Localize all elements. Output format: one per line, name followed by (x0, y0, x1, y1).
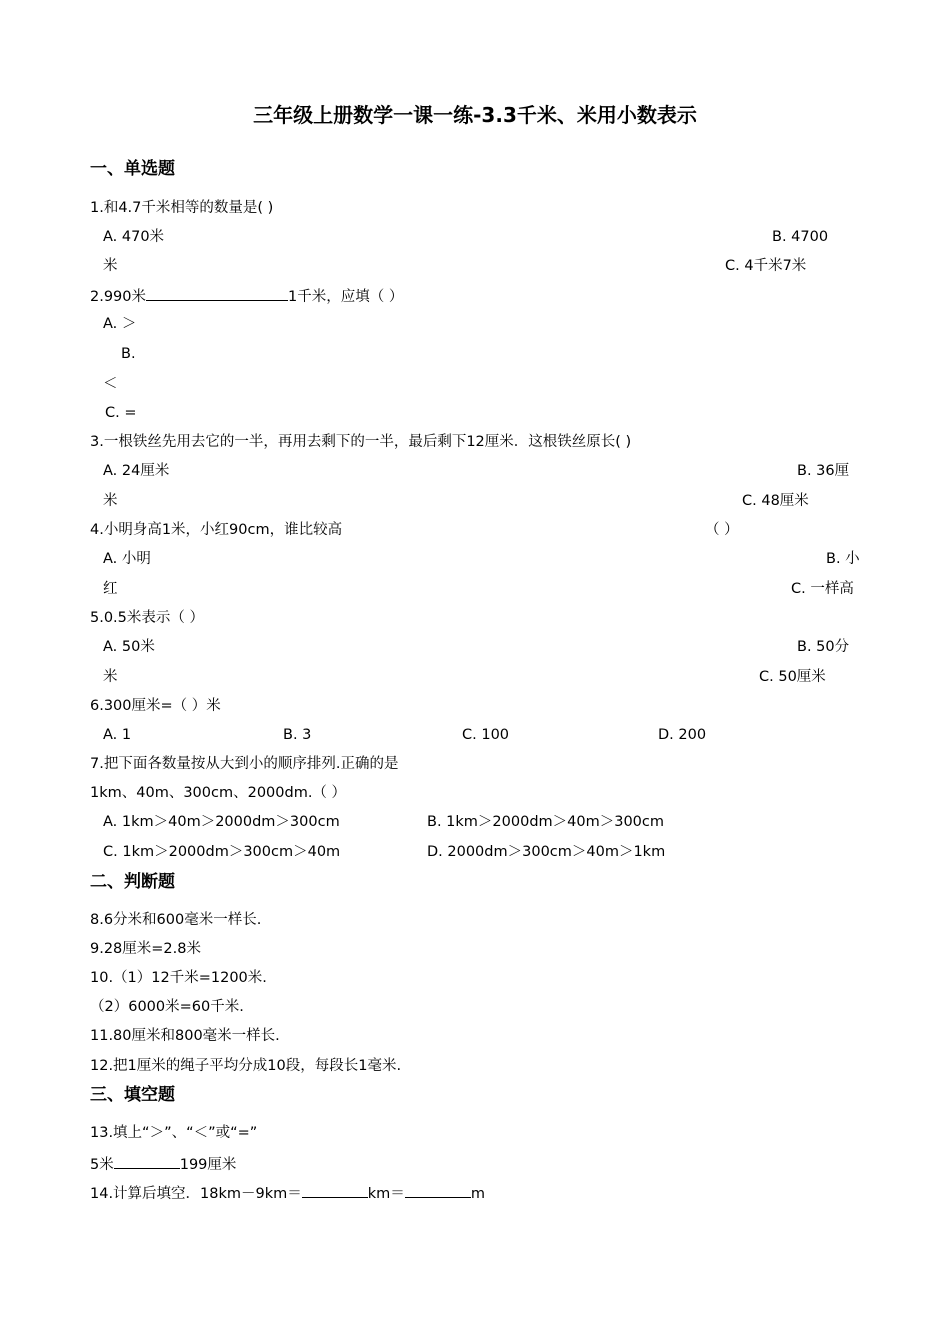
question-2-option-b: B. (121, 346, 136, 362)
question-1-option-b: B. 4700 (772, 229, 829, 245)
question-7-option-a: A. 1km＞40m＞2000dm＞300cm (103, 814, 340, 830)
question-2-stem-pre: 2.990米 (90, 289, 147, 305)
question-7-option-c: C. 1km＞2000dm＞300cm＞40m (103, 844, 341, 860)
question-4-stem: 4.小明身高1米，小红90cm，谁比较高 (90, 522, 343, 538)
page-title: 三年级上册数学一课一练-3.3千米、米用小数表示 (253, 103, 697, 127)
question-13-stem: 13.填上“＞”、“＜”或“=” (90, 1125, 258, 1141)
question-6-option-a: A. 1 (103, 727, 132, 743)
question-3-stem: 3.一根铁丝先用去它的一半，再用去剩下的一半，最后剩下12厘米．这根铁丝原长( ) (90, 434, 632, 450)
question-14-line (90, 1182, 485, 1204)
question-14-post: m (470, 1186, 485, 1202)
question-3-option-c: C. 48厘米 (742, 493, 809, 509)
question-3-option-b-cont: 米 (103, 493, 118, 509)
question-6-stem: 6.300厘米=（ ）米 (90, 698, 221, 714)
question-5-option-a: A. 50米 (103, 639, 155, 655)
question-4-option-a: A. 小明 (103, 551, 151, 567)
answer-blank[interactable] (146, 285, 288, 301)
question-13-pre: 5米 (90, 1157, 114, 1173)
question-5-option-c: C. 50厘米 (759, 669, 826, 685)
question-1-option-c: C. 4千米7米 (725, 258, 807, 274)
question-3-option-a: A. 24厘米 (103, 463, 170, 479)
question-4-paren: （ ） (705, 522, 739, 538)
question-14-pre: 14.计算后填空．18km－9km＝ (90, 1186, 302, 1202)
question-7-option-b: B. 1km＞2000dm＞40m＞300cm (427, 814, 664, 830)
question-2-stem (90, 285, 403, 307)
question-10-part-1: 10.（1）12千米=1200米. (90, 970, 267, 986)
question-11: 11.80厘米和800毫米一样长. (90, 1028, 280, 1044)
question-9: 9.28厘米=2.8米 (90, 941, 201, 957)
question-2-stem-post: 1千米，应填（ ） (288, 289, 404, 305)
question-6-option-b: B. 3 (283, 727, 312, 743)
section-heading-fill-blank: 三、填空题 (90, 1085, 175, 1105)
question-1-stem: 1.和4.7千米相等的数量是( ) (90, 200, 274, 216)
section-heading-true-false: 二、判断题 (90, 872, 175, 892)
answer-blank[interactable] (114, 1153, 180, 1169)
question-4-option-b-cont: 红 (103, 581, 118, 597)
question-1-option-b-cont: 米 (103, 258, 118, 274)
question-10-part-2: （2）6000米=60千米. (90, 999, 244, 1015)
question-4-option-b: B. 小 (826, 551, 860, 567)
question-8: 8.6分米和600毫米一样长. (90, 912, 262, 928)
question-14-mid: km＝ (367, 1186, 405, 1202)
question-7-option-d: D. 2000dm＞300cm＞40m＞1km (427, 844, 666, 860)
answer-blank[interactable] (302, 1182, 368, 1198)
question-2-option-a: A. ＞ (103, 316, 137, 332)
question-13-post: 199厘米 (179, 1157, 237, 1173)
question-6-option-d: D. 200 (658, 727, 707, 743)
question-6-option-c: C. 100 (462, 727, 510, 743)
question-7-stem: 7.把下面各数量按从大到小的顺序排列.正确的是 (90, 756, 399, 772)
question-12: 12.把1厘米的绳子平均分成10段，每段长1毫米. (90, 1058, 402, 1074)
question-5-option-b: B. 50分 (797, 639, 850, 655)
question-4-option-c: C. 一样高 (791, 581, 854, 597)
question-1-option-a: A. 470米 (103, 229, 165, 245)
question-5-stem: 5.0.5米表示（ ） (90, 610, 205, 626)
answer-blank[interactable] (405, 1182, 471, 1198)
question-5-option-b-cont: 米 (103, 669, 118, 685)
question-3-option-b: B. 36厘 (797, 463, 850, 479)
question-2-option-c: C. = (105, 405, 137, 421)
question-2-option-b-cont: ＜ (103, 376, 118, 392)
section-heading-single-choice: 一、单选题 (90, 159, 175, 179)
question-7-stem-cont: 1km、40m、300cm、2000dm.（ ） (90, 785, 347, 801)
question-13-line (90, 1153, 236, 1175)
